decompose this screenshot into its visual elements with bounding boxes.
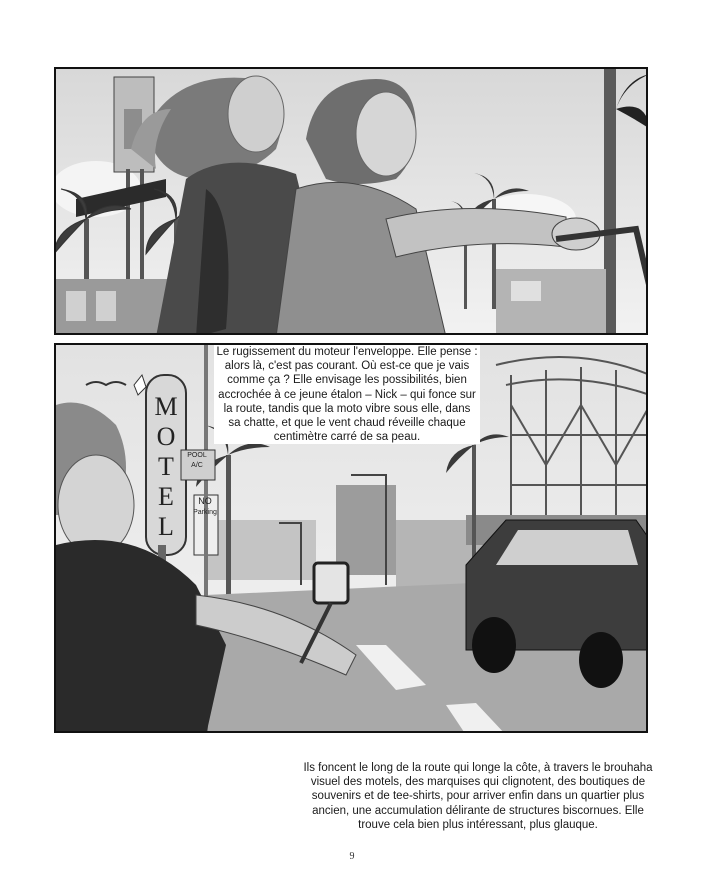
pool-sign-line-1: POOL [187,452,207,459]
no-parking-line-2: Parking [193,509,217,516]
motel-letter-m: M [154,392,178,421]
narration-caption-1: Le rugissement du moteur l'enveloppe. Elle pense : alors là, c'est pas courant. Où est-ce que je vais comme ça ? Elle envisage les possibilités, bien accrochée à ce jeune étalon – Nick – qui fonce sur la route, tandis que la moto vibre sous elle, dans sa chatte, et que le vent chaud réveille chaque centimètre carré de sa peau. [214,345,480,444]
pool-sign [180,451,214,471]
narration-caption-2: Ils foncent le long de la route qui longe la côte, à travers le brouhaha visuel des motels, des marquises qui clignotent, des boutiques de souvenirs et de tee-shirts, pour arriver enfin dans un quartier plus ancien, une accumulation délirante de structures biscornues. Elle trouve cela bien plus intéressant, plus glauque. [298,761,658,832]
pool-sign-line-2: A/C [191,462,203,469]
page-number: 9 [349,851,355,862]
svg-text:O: O [156,422,176,451]
svg-text:E: E [158,482,174,511]
riders-illustration [56,69,648,335]
no-parking-line-1: NO [198,496,212,506]
motorcycle-mirror [314,563,348,603]
no-parking-sign [193,496,217,518]
svg-text:L: L [158,512,174,541]
top-panel-illustration [54,67,648,335]
svg-text:T: T [158,452,174,481]
